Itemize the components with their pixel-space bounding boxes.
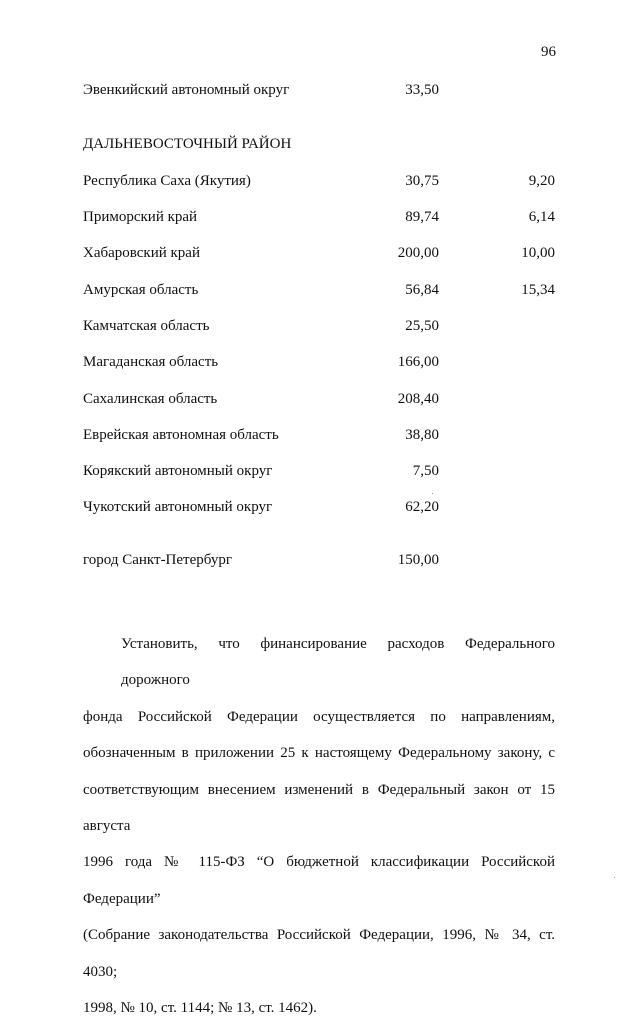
section-heading: ДАЛЬНЕВОСТОЧНЫЙ РАЙОН <box>83 136 292 152</box>
region-name: Хабаровский край <box>83 245 200 261</box>
region-name: Чукотский автономный округ <box>83 499 273 515</box>
region-name: Республика Саха (Якутия) <box>83 173 251 189</box>
table-row <box>0 427 640 449</box>
table-row <box>0 552 640 574</box>
table-row <box>0 209 640 231</box>
value-column-1: 33,50 <box>405 82 439 98</box>
value-column-2: 15,34 <box>521 282 555 298</box>
value-column-1: 25,50 <box>405 318 439 334</box>
value-column-1: 62,20 <box>405 499 439 515</box>
value-column-1: 89,74 <box>405 209 439 225</box>
value-column-2: 9,20 <box>528 173 555 189</box>
region-name: Магаданская область <box>83 354 219 370</box>
region-name: Еврейская автономная область <box>83 427 279 443</box>
region-name: Сахалинская область <box>83 391 218 407</box>
paragraph-line: 1996 года № 115-ФЗ “О бюджетной классификации Российской Федерации” <box>83 854 555 907</box>
table-row <box>0 82 640 104</box>
scan-speck <box>432 493 433 494</box>
value-column-1: 30,75 <box>405 173 439 189</box>
value-column-1: 200,00 <box>397 245 439 261</box>
value-column-2: 10,00 <box>521 245 555 261</box>
value-column-1: 166,00 <box>397 354 439 370</box>
table-row <box>0 391 640 413</box>
table-row <box>0 463 640 485</box>
region-name: Эвенкийский автономный округ <box>83 82 290 98</box>
table-row <box>0 499 640 521</box>
scan-speck <box>614 877 615 878</box>
paragraph-line: фонда Российской Федерации осуществляется по направлениям, <box>83 708 555 725</box>
region-name: Амурская область <box>83 282 199 298</box>
table-row <box>0 245 640 267</box>
body-paragraph <box>83 626 555 1026</box>
paragraph-line: обозначенным в приложении 25 к настоящему Федеральному закону, с <box>83 745 555 762</box>
value-column-1: 150,00 <box>397 552 439 568</box>
table-row <box>0 318 640 340</box>
value-column-1: 208,40 <box>397 391 439 407</box>
paragraph-line: (Собрание законодательства Российской Федерации, 1996, № 34, ст. 4030; <box>83 927 555 980</box>
table-row <box>0 173 640 195</box>
region-name: Приморский край <box>83 209 198 225</box>
value-column-1: 38,80 <box>405 427 439 443</box>
paragraph-line: 1998, № 10, ст. 1144; № 13, ст. 1462). <box>83 1000 317 1017</box>
page-number: 96 <box>541 44 556 60</box>
region-name: город Санкт-Петербург <box>83 552 232 568</box>
region-name: Камчатская область <box>83 318 210 334</box>
table-row <box>0 282 640 304</box>
paragraph-line: Установить, что финансирование расходов Федерального дорожного <box>121 636 555 689</box>
value-column-1: 56,84 <box>405 282 439 298</box>
table-row <box>0 354 640 376</box>
region-name: Корякский автономный округ <box>83 463 273 479</box>
paragraph-line: соответствующим внесением изменений в Федеральный закон от 15 августа <box>83 781 555 835</box>
value-column-2: 6,14 <box>528 209 555 225</box>
value-column-1: 7,50 <box>412 463 439 479</box>
